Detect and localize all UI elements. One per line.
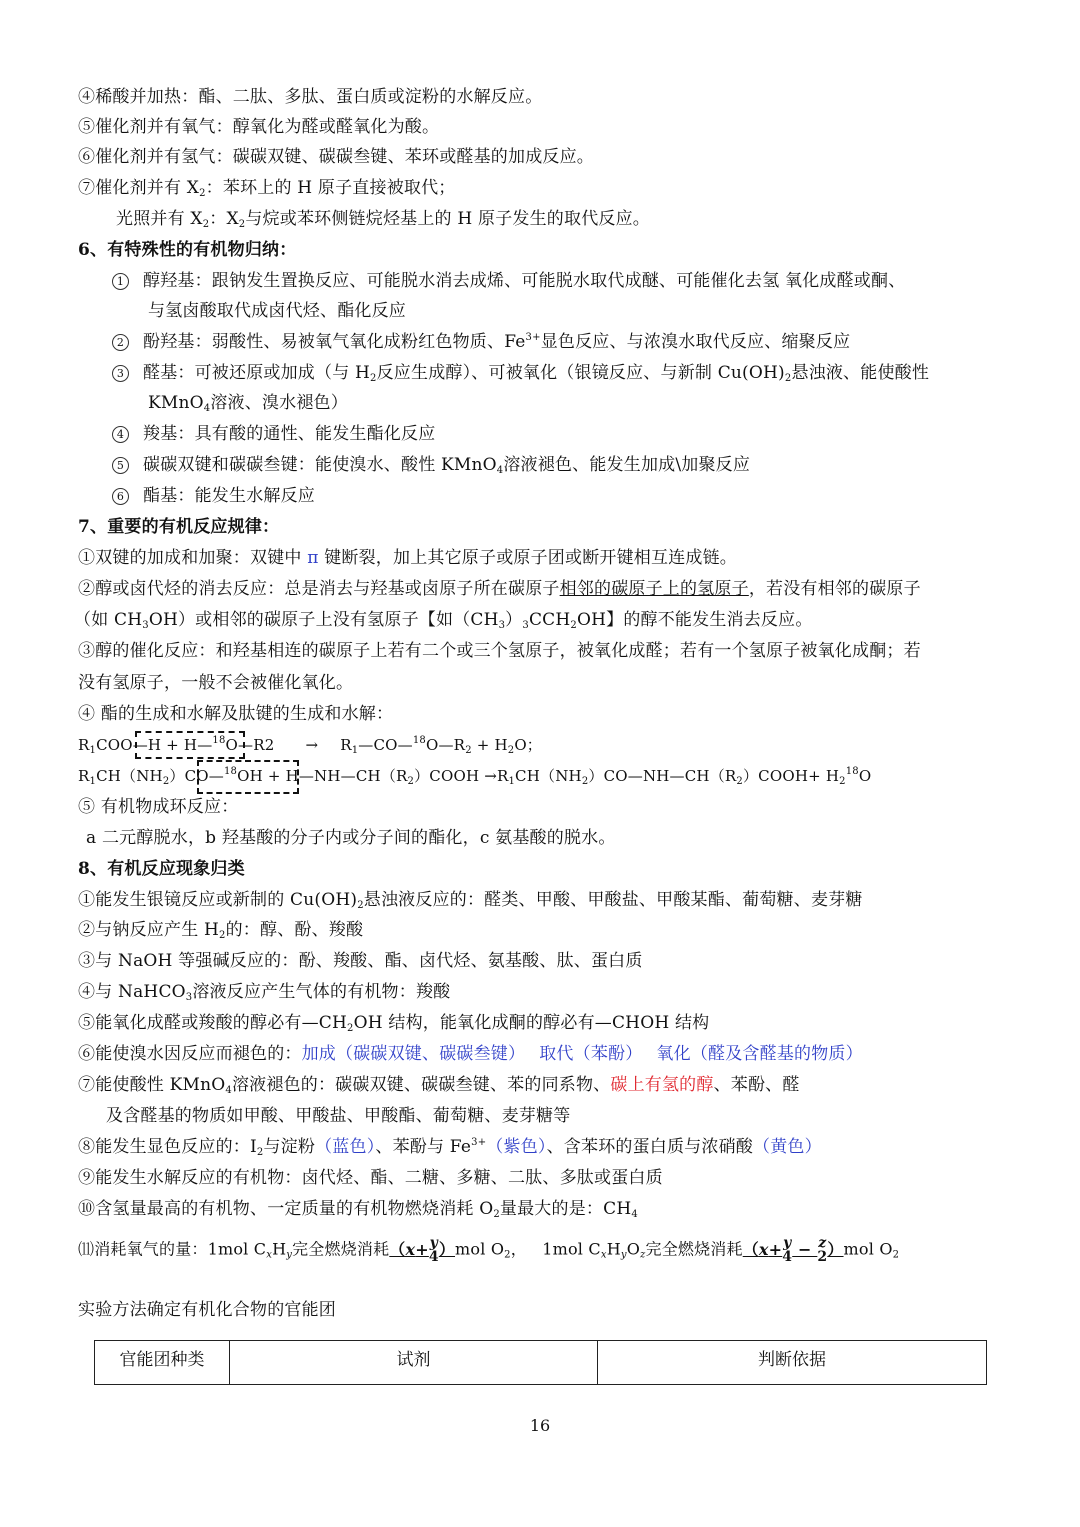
- text-line: ④稀酸并加热：酯、二肽、多肽、蛋白质或淀粉的水解反应。: [78, 87, 543, 107]
- text-line: a 二元醇脱水，b 羟基酸的分子内或分子间的酯化，c 氨基酸的脱水。: [86, 828, 616, 848]
- section-heading: 6、有特殊性的有机物归纳：: [78, 240, 297, 260]
- fraction: z 2: [817, 1235, 828, 1265]
- equation-peptide: $R_1CH(NH_2)CO—^{18}OH$ + $H—NH—CH(R_2)COOH$ $\to R_1CH(NH_2)CO—NH—CH(R_2)COOH+ H_2^{18}O$: [78, 766, 872, 787]
- text-line: ②与钠反应产生 $H_2$的：醇、酚、羧酸: [78, 920, 364, 941]
- list-item: 4 羧基：具有酸的通性、能发生酯化反应: [112, 423, 435, 445]
- oxygen-formula-line: ⑾消耗氧气的量：1mol $C_xH_y$完全燃烧消耗（x+ y 4 ）mol $O_2$， 1mol $C_xH_yO_z$完全燃烧消耗（x+ y 4 − z 2 ）mol $O_2$: [78, 1235, 900, 1265]
- text-line: （如 $CH_3OH$）或相邻的碳原子上没有氢原子【如$(CH_3)_3CCH_2OH$】的醇不能发生消去反应。: [74, 610, 813, 631]
- text-line: ⑧能发生显色反应的：$I_2$与淀粉（蓝色）、苯酚与 $Fe^{3+}$（紫色）、含苯环的蛋白质与浓硝酸（黄色）: [78, 1137, 822, 1158]
- text-line: ③醇的催化反应：和羟基相连的碳原子上若有二个或三个氢原子，被氧化成醛；若有一个氢原子被氧化成酮；若: [78, 641, 921, 661]
- dashed-bond-box: [135, 731, 245, 759]
- list-item: 2 酚羟基：弱酸性、易被氧气氧化成粉红色物质、$Fe^{3+}$显色反应、与浓溴水取代反应、缩聚反应: [112, 331, 850, 353]
- list-item: 5 碳碳双键和碳碳叁键：能使溴水、酸性 KMnO$_4$溶液褪色、能发生加成\加聚反应: [112, 454, 750, 476]
- text-line: 及含醛基的物质如甲酸、甲酸盐、甲酸酯、葡萄糖、麦芽糖等: [106, 1106, 571, 1126]
- page-number: 16: [529, 1416, 551, 1435]
- list-item: 1 醇羟基：跟钠发生置换反应、可能脱水消去成烯、可能脱水取代成醚、可能催化去氢 氧化成醛或酮、: [112, 270, 905, 292]
- text-line: ⑤ 有机物成环反应：: [78, 797, 239, 817]
- fraction: y 4: [782, 1235, 793, 1265]
- text-line: ⑤能氧化成醛或羧酸的醇必有$—CH_2OH$ 结构，能氧化成酮的醇必有—CHOH 结构: [78, 1013, 710, 1034]
- section-heading: 7、重要的有机反应规律：: [78, 517, 280, 537]
- table-header-row: [95, 1341, 987, 1385]
- text-line: ③与 NaOH 等强碱反应的：酚、羧酸、酯、卤代烃、氨基酸、肽、蛋白质: [78, 951, 643, 971]
- list-item: 6 酯基：能发生水解反应: [112, 485, 315, 507]
- text-line: ⑦催化剂并有 $X_2$：苯环上的 H 原子直接被取代；: [78, 178, 456, 199]
- text-line: ④ 酯的生成和水解及肽键的生成和水解：: [78, 704, 394, 724]
- text-line: 没有氢原子，一般不会被催化氧化。: [78, 673, 354, 693]
- list-item-continued: 与氢卤酸取代成卤代烃、酯化反应: [148, 301, 406, 321]
- section-heading: 8、有机反应现象归类: [78, 859, 245, 879]
- text-line: ⑤催化剂并有氧气：醇氧化为醛或醛氧化为酸。: [78, 117, 440, 137]
- text-line: ②醇或卤代烃的消去反应：总是消去与羟基或卤原子所在碳原子相邻的碳原子上的氢原子，若没有相邻的碳原子: [78, 579, 921, 599]
- text-line: ①双键的加成和加聚：双键中 π 键断裂，加上其它原子或原子团或断开键相互连成链。: [78, 548, 737, 568]
- table-header-cell: 官能团种类: [95, 1341, 230, 1385]
- table-caption: 实验方法确定有机化合物的官能团: [78, 1300, 336, 1320]
- dashed-bond-box: [197, 760, 299, 794]
- text-line: ①能发生银镜反应或新制的 $Cu(OH)_2$悬浊液反应的：醛类、甲酸、甲酸盐、甲酸某酯、葡萄糖、麦芽糖: [78, 890, 863, 911]
- text-line: ④与 NaHCO$_3$溶液反应产生气体的有机物：羧酸: [78, 982, 451, 1003]
- text-line: ⑥能使溴水因反应而褪色的：加成（碳碳双键、碳碳叁键） 取代（苯酚） 氧化（醛及含醛基的物质）: [78, 1044, 863, 1064]
- list-item: 3 醛基：可被还原或加成（与 $H_2$反应生成醇）、可被氧化（银镜反应、与新制 $Cu(OH)_2$悬浊液、能使酸性: [112, 362, 929, 384]
- equation-ester: $R_1COO—H$ + H—$^{18}$O—R2 → $R_1—CO—^{18}O—R_2 + H_2O$；: [78, 735, 543, 756]
- functional-group-table: [94, 1340, 987, 1385]
- text-line: ⑨能发生水解反应的有机物：卤代烃、酯、二糖、多糖、二肽、多肽或蛋白质: [78, 1168, 663, 1188]
- list-item-continued: KMnO$_4$溶液、溴水褪色）: [148, 393, 348, 414]
- text-line: ⑦能使酸性 KMnO$_4$溶液褪色的：碳碳双键、碳碳叁键、苯的同系物、碳上有氢的醇、苯酚、醛: [78, 1075, 800, 1096]
- text-line: ⑩含氢量最高的有机物、一定质量的有机物燃烧消耗 $O_2$量最大的是：$CH_4$: [78, 1199, 638, 1220]
- text-line: 光照并有 $X_2$：$X_2$与烷或苯环侧链烷烃基上的 H 原子发生的取代反应。: [116, 209, 650, 230]
- fraction: y 4: [428, 1235, 439, 1265]
- text-line: ⑥催化剂并有氢气：碳碳双键、碳碳叁键、苯环或醛基的加成反应。: [78, 147, 594, 167]
- table-header-cell: 试剂: [230, 1341, 598, 1385]
- table-header-cell: 判断依据: [598, 1341, 987, 1385]
